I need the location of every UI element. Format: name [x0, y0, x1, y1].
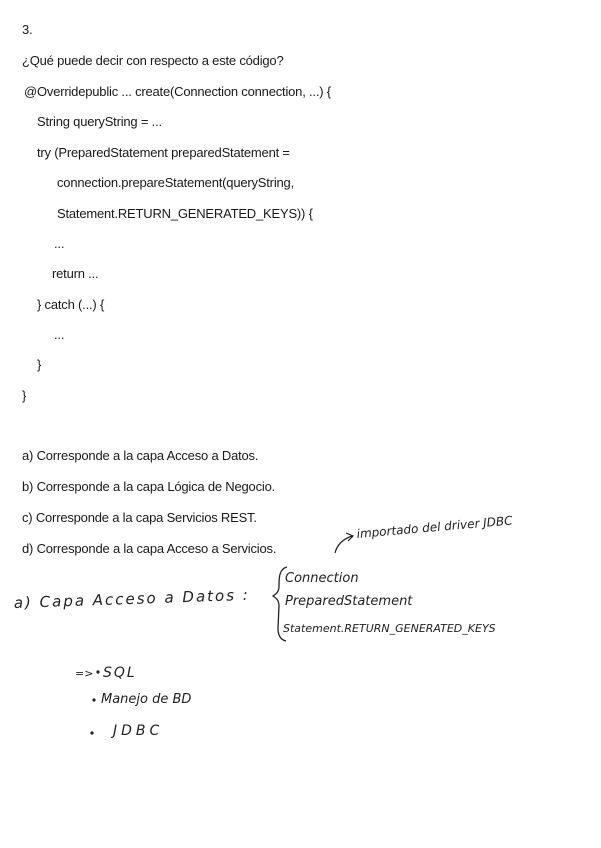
- bullet-sql: SQL: [103, 665, 137, 681]
- option-c: c) Corresponde a la capa Servicios REST.: [22, 510, 257, 525]
- option-b: b) Corresponde a la capa Lógica de Negocio.: [22, 479, 276, 494]
- option-a: a) Corresponde a la capa Acceso a Datos.: [22, 448, 259, 463]
- code-line: }: [37, 357, 42, 372]
- code-line: Statement.RETURN_GENERATED_KEYS)) {: [57, 206, 313, 221]
- code-line: connection.prepareStatement(queryString,: [57, 175, 294, 190]
- code-line: }: [22, 388, 27, 403]
- code-line: ...: [54, 236, 65, 251]
- code-line: } catch (...) {: [37, 297, 105, 312]
- note-importado: importado del driver JDBC: [356, 513, 514, 541]
- code-line: ...: [54, 327, 65, 342]
- answer-label: a) Capa Acceso a Datos :: [13, 585, 251, 612]
- bullet-manejo: Manejo de BD: [101, 692, 192, 707]
- bullet-dot: [90, 731, 93, 734]
- bullet-dot: [96, 670, 99, 673]
- question-number: 3.: [22, 22, 33, 37]
- code-line: String queryString = ...: [37, 114, 162, 129]
- brace-item-preparedstatement: PreparedStatement: [285, 594, 413, 609]
- arrow-symbol: =>: [75, 667, 94, 680]
- code-line: try (PreparedStatement preparedStatement =: [37, 145, 290, 160]
- code-line: return ...: [52, 266, 99, 281]
- code-line: @Overridepublic ... create(Connection connection, ...) {: [24, 84, 331, 99]
- bullet-jdbc: JDBC: [113, 723, 164, 739]
- brace-item-connection: Connection: [285, 571, 359, 586]
- question-prompt: ¿Qué puede decir con respecto a este código?: [22, 53, 284, 68]
- brace-item-statement: Statement.RETURN_GENERATED_KEYS: [283, 622, 496, 635]
- option-d: d) Corresponde a la capa Acceso a Servicios.: [22, 541, 277, 556]
- bullet-dot: [92, 698, 95, 701]
- curved-arrow-icon: [335, 536, 352, 553]
